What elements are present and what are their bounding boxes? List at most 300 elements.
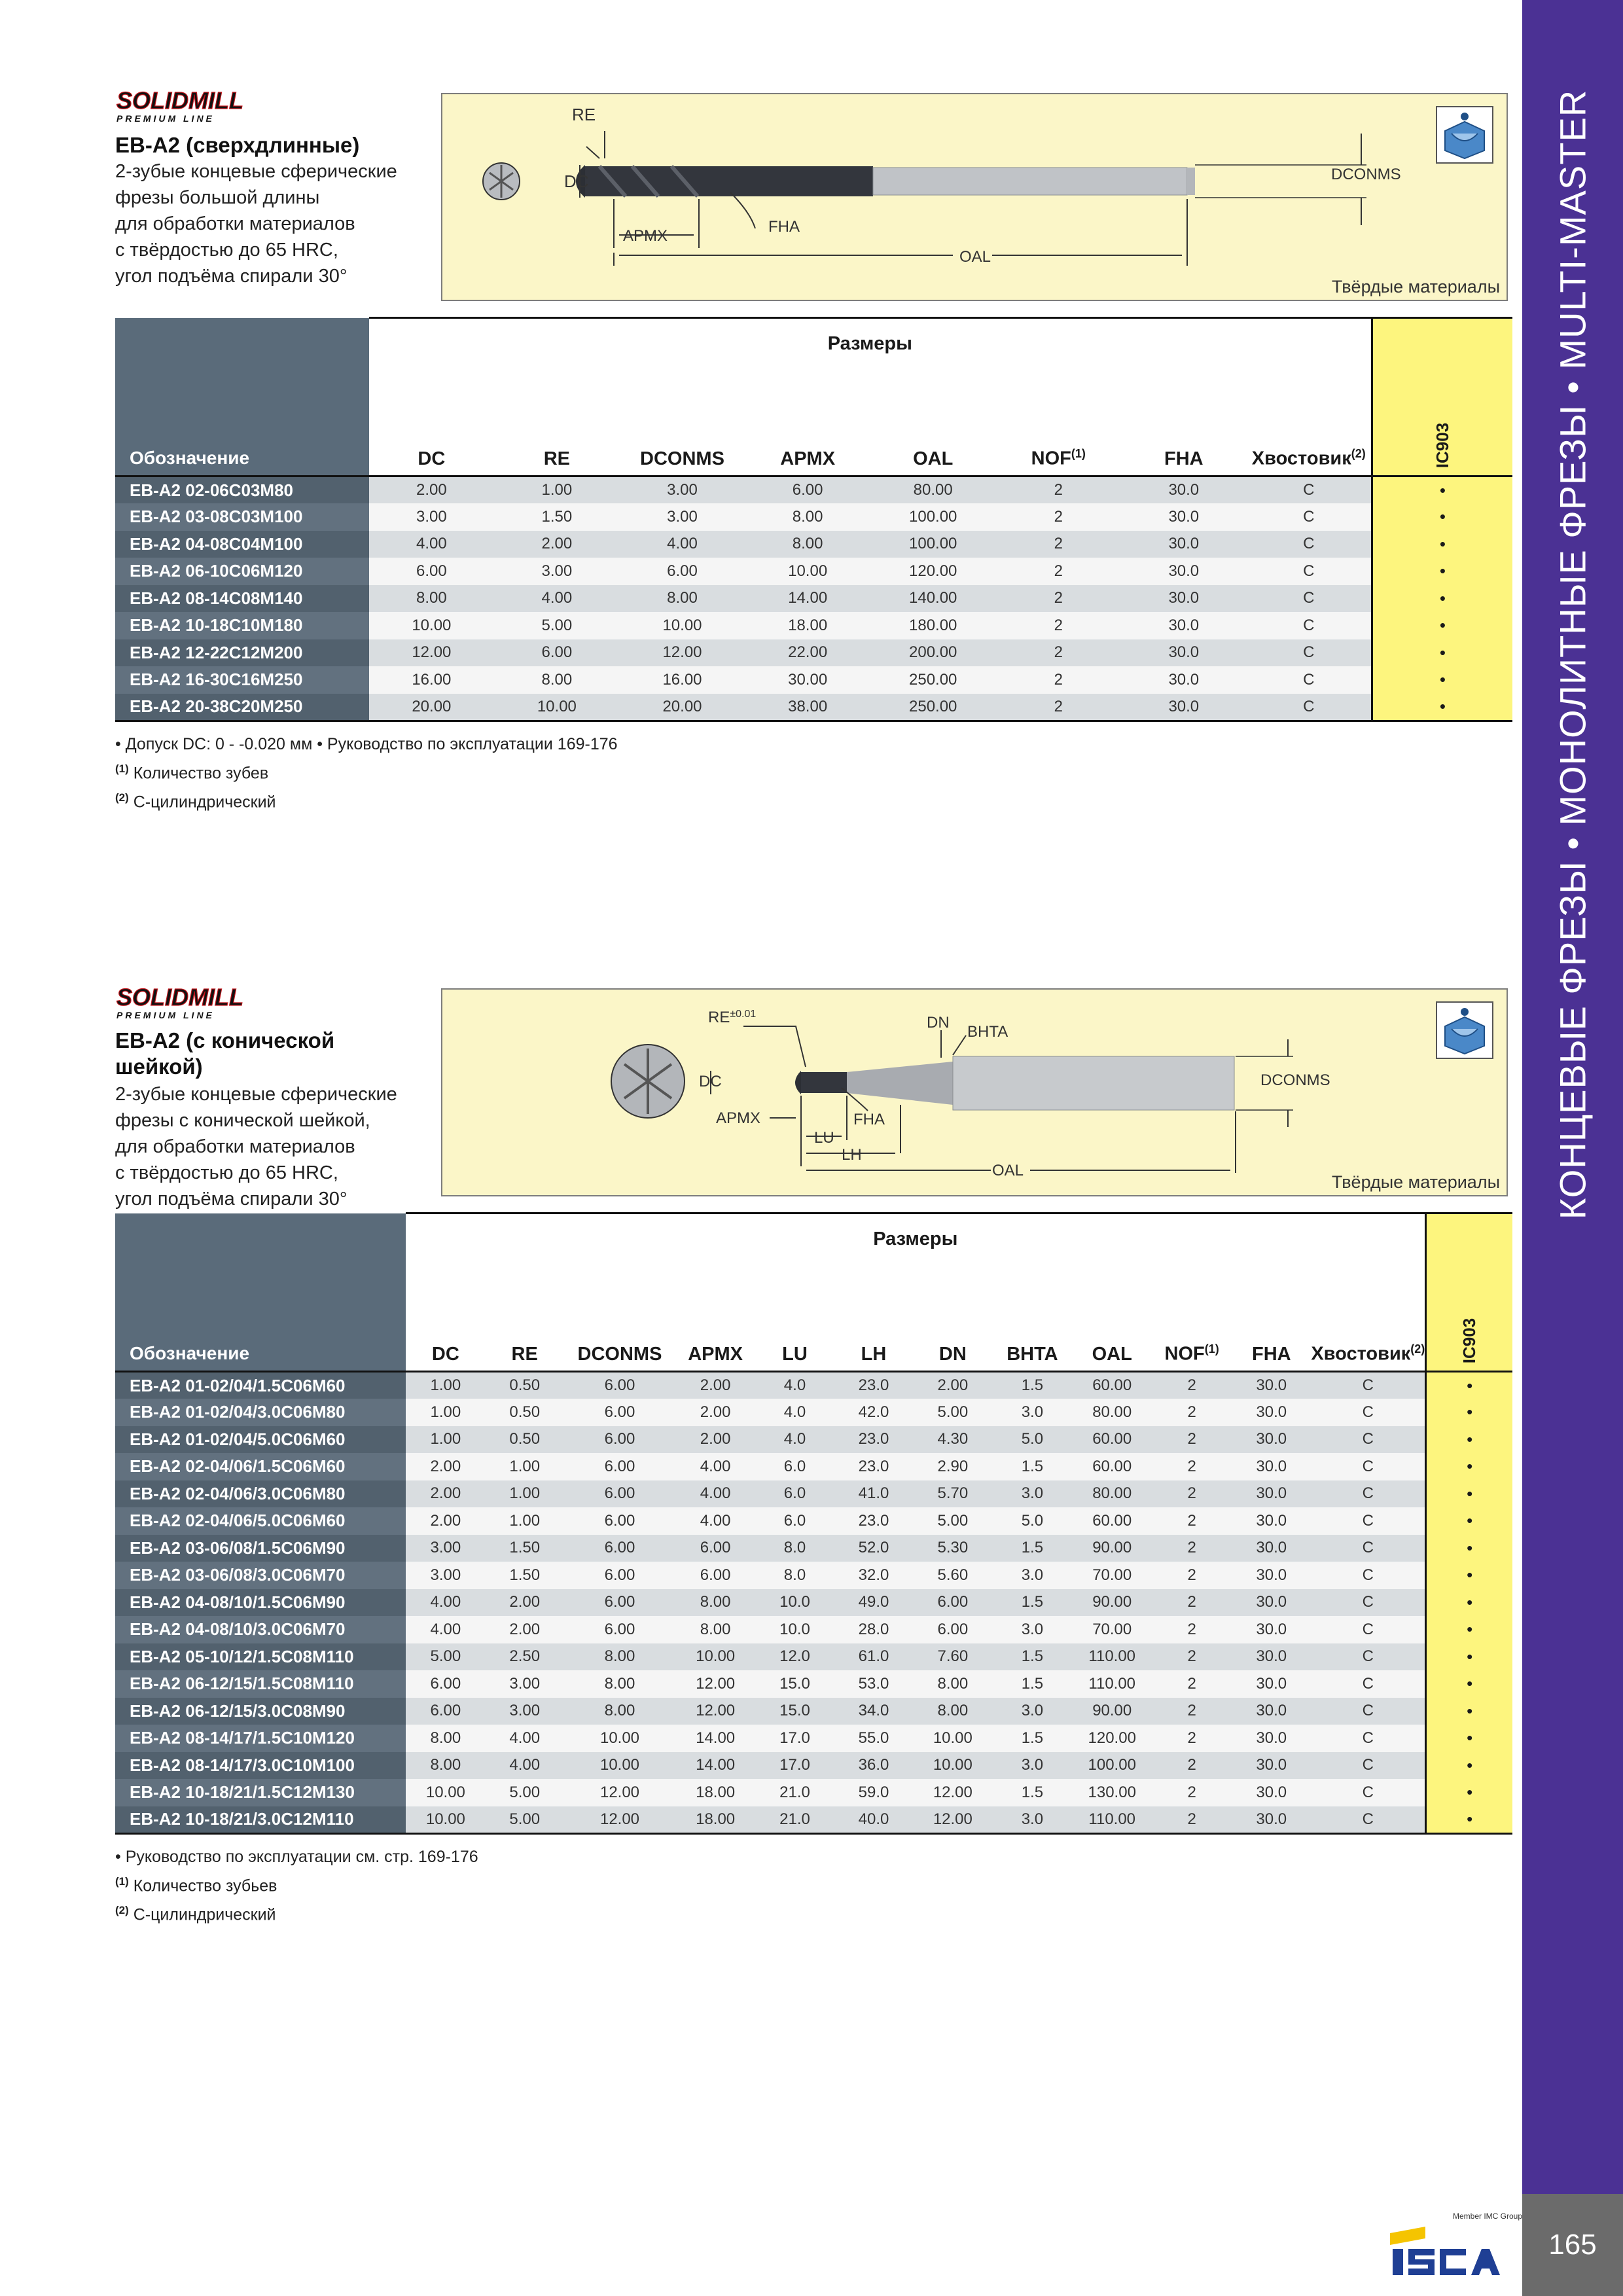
value-cell: 4.00 xyxy=(485,1752,564,1780)
value-cell: 8.00 xyxy=(745,503,870,531)
label-oal: OAL xyxy=(959,248,991,266)
designation-cell: EB-A2 02-04/06/1.5C06M60 xyxy=(115,1453,406,1480)
value-cell: C xyxy=(1311,1562,1425,1589)
value-cell: 30.0 xyxy=(1232,1562,1311,1589)
value-cell: 0.50 xyxy=(485,1372,564,1399)
value-cell: 1.00 xyxy=(406,1372,485,1399)
value-cell: 6.00 xyxy=(675,1562,755,1589)
value-cell: 12.00 xyxy=(675,1670,755,1698)
value-cell: C xyxy=(1311,1426,1425,1454)
value-cell: 110.00 xyxy=(1072,1670,1152,1698)
table-row xyxy=(115,1752,1512,1780)
solidmill-logo xyxy=(115,85,285,124)
table-row xyxy=(115,1725,1512,1752)
value-cell: 100.00 xyxy=(870,503,996,531)
col-dn: DN xyxy=(913,1279,992,1372)
table-row xyxy=(115,1372,1512,1399)
tapered-neck xyxy=(847,1062,953,1105)
value-cell: 6.00 xyxy=(564,1453,675,1480)
value-cell: 14.00 xyxy=(675,1725,755,1752)
table-row xyxy=(115,1535,1512,1562)
value-cell: 4.30 xyxy=(913,1426,992,1454)
value-cell: C xyxy=(1247,612,1372,639)
col-dc: DC xyxy=(369,384,495,476)
value-cell: 6.00 xyxy=(564,1507,675,1535)
value-cell: 2 xyxy=(1152,1806,1232,1834)
value-cell: 23.0 xyxy=(834,1372,914,1399)
label-apmx: APMX xyxy=(716,1109,761,1127)
label-apmx: APMX xyxy=(623,227,668,245)
value-cell: 4.00 xyxy=(620,531,745,558)
svg-text:SOLIDMILL: SOLIDMILL xyxy=(116,984,243,1011)
description-line: для обработки материалов xyxy=(115,213,355,234)
value-cell: 20.00 xyxy=(369,694,495,721)
value-cell: 6.00 xyxy=(564,1562,675,1589)
table-row xyxy=(115,1562,1512,1589)
table-row xyxy=(115,1426,1512,1454)
value-cell: 30.0 xyxy=(1232,1806,1311,1834)
value-cell: 2 xyxy=(1152,1480,1232,1508)
grade-header: IC903 xyxy=(1426,1213,1512,1372)
value-cell: 4.00 xyxy=(675,1507,755,1535)
value-cell: 2 xyxy=(1152,1589,1232,1617)
value-cell: 38.00 xyxy=(745,694,870,721)
value-cell: 8.00 xyxy=(564,1643,675,1671)
value-cell: 22.00 xyxy=(745,639,870,667)
label-dconms: DCONMS xyxy=(1260,1071,1330,1089)
fluted-body xyxy=(585,166,873,196)
table-row xyxy=(115,531,1512,558)
description-line: угол подъёма спирали 30° xyxy=(115,266,348,287)
value-cell: 2 xyxy=(995,612,1121,639)
value-cell: 53.0 xyxy=(834,1670,914,1698)
value-cell: 2.00 xyxy=(913,1372,992,1399)
value-cell: C xyxy=(1311,1507,1425,1535)
designation-header: Обозначение xyxy=(115,1213,406,1372)
value-cell: C xyxy=(1311,1453,1425,1480)
value-cell: 21.0 xyxy=(755,1806,834,1834)
value-cell: 3.0 xyxy=(992,1806,1072,1834)
value-cell: 5.30 xyxy=(913,1535,992,1562)
col-dconms: DCONMS xyxy=(564,1279,675,1372)
value-cell: 55.0 xyxy=(834,1725,914,1752)
value-cell: 8.00 xyxy=(369,585,495,613)
value-cell: 2 xyxy=(1152,1752,1232,1780)
col-bhta: BHTA xyxy=(992,1279,1072,1372)
value-cell: 10.00 xyxy=(564,1752,675,1780)
value-cell: 60.00 xyxy=(1072,1453,1152,1480)
value-cell: 1.5 xyxy=(992,1535,1072,1562)
designation-cell: EB-A2 01-02/04/3.0C06M80 xyxy=(115,1399,406,1426)
value-cell: 18.00 xyxy=(675,1779,755,1806)
table-row xyxy=(115,1698,1512,1725)
table-row xyxy=(115,1453,1512,1480)
label-bhta: BHTA xyxy=(967,1023,1008,1041)
value-cell: 1.50 xyxy=(485,1535,564,1562)
value-cell: 16.00 xyxy=(369,666,495,694)
table-row xyxy=(115,639,1512,667)
grade-availability-dot: • xyxy=(1372,639,1512,667)
label-oal: OAL xyxy=(992,1162,1024,1179)
designation-cell: EB-A2 06-10C06M120 xyxy=(115,558,369,585)
value-cell: 8.0 xyxy=(755,1535,834,1562)
value-cell: 4.00 xyxy=(406,1616,485,1643)
value-cell: 32.0 xyxy=(834,1562,914,1589)
table-row xyxy=(115,585,1512,613)
value-cell: C xyxy=(1247,531,1372,558)
value-cell: 5.70 xyxy=(913,1480,992,1508)
table-row xyxy=(115,1589,1512,1617)
table-row xyxy=(115,1643,1512,1671)
grade-availability-dot: • xyxy=(1426,1535,1512,1562)
value-cell: 8.00 xyxy=(406,1725,485,1752)
value-cell: 60.00 xyxy=(1072,1507,1152,1535)
table-row xyxy=(115,1779,1512,1806)
value-cell: C xyxy=(1247,639,1372,667)
product-title-line: шейкой) xyxy=(115,1054,203,1079)
value-cell: 250.00 xyxy=(870,694,996,721)
designation-cell: EB-A2 04-08/10/3.0C06M70 xyxy=(115,1616,406,1643)
designation-cell: EB-A2 20-38C20M250 xyxy=(115,694,369,721)
value-cell: 6.00 xyxy=(406,1670,485,1698)
value-cell: 10.00 xyxy=(620,612,745,639)
value-cell: 30.0 xyxy=(1232,1752,1311,1780)
value-cell: 14.00 xyxy=(675,1752,755,1780)
value-cell: 12.00 xyxy=(564,1806,675,1834)
solidmill-logo xyxy=(115,982,285,1021)
value-cell: 1.00 xyxy=(406,1426,485,1454)
value-cell: C xyxy=(1247,666,1372,694)
svg-text:PREMIUM LINE: PREMIUM LINE xyxy=(116,1010,215,1020)
col-oal: OAL xyxy=(870,384,996,476)
value-cell: 180.00 xyxy=(870,612,996,639)
value-cell: 10.00 xyxy=(564,1725,675,1752)
value-cell: 12.00 xyxy=(913,1806,992,1834)
value-cell: C xyxy=(1311,1372,1425,1399)
value-cell: 4.0 xyxy=(755,1426,834,1454)
value-cell: 10.00 xyxy=(913,1752,992,1780)
value-cell: 30.0 xyxy=(1232,1643,1311,1671)
value-cell: 5.0 xyxy=(992,1426,1072,1454)
table-body xyxy=(115,1372,1512,1834)
value-cell: 2 xyxy=(1152,1616,1232,1643)
page-number: 165 xyxy=(1522,2194,1623,2296)
value-cell: 3.00 xyxy=(369,503,495,531)
material-caption: Твёрдые материалы xyxy=(1331,1172,1500,1192)
label-dc: DC xyxy=(564,171,589,191)
value-cell: 3.0 xyxy=(992,1752,1072,1780)
value-cell: 100.00 xyxy=(1072,1752,1152,1780)
description-line: фрезы большой длины xyxy=(115,187,320,208)
value-cell: 30.0 xyxy=(1232,1779,1311,1806)
value-cell: 1.50 xyxy=(494,503,620,531)
dimensions-header: Размеры xyxy=(406,1213,1425,1279)
value-cell: 2.00 xyxy=(406,1507,485,1535)
value-cell: 6.00 xyxy=(564,1399,675,1426)
grade-availability-dot: • xyxy=(1426,1562,1512,1589)
footnote-line: $^{(2)}$ C-цилиндрический xyxy=(115,1904,276,1924)
value-cell: 41.0 xyxy=(834,1480,914,1508)
value-cell: 3.0 xyxy=(992,1698,1072,1725)
end-mill-drawing xyxy=(442,94,1507,300)
table-row xyxy=(115,694,1512,721)
value-cell: 5.00 xyxy=(485,1806,564,1834)
value-cell: 4.0 xyxy=(755,1399,834,1426)
value-cell: 2.00 xyxy=(494,531,620,558)
hard-material-icon xyxy=(1436,106,1493,164)
label-fha: FHA xyxy=(853,1111,885,1128)
col-dc: DC xyxy=(406,1279,485,1372)
col-dconms: DCONMS xyxy=(620,384,745,476)
value-cell: 6.00 xyxy=(620,558,745,585)
value-cell: 6.0 xyxy=(755,1480,834,1508)
value-cell: 17.0 xyxy=(755,1725,834,1752)
value-cell: 40.0 xyxy=(834,1806,914,1834)
value-cell: 1.00 xyxy=(485,1453,564,1480)
value-cell: 10.00 xyxy=(406,1779,485,1806)
description-line: 2-зубые концевые сферические xyxy=(115,161,397,182)
value-cell: 8.00 xyxy=(675,1616,755,1643)
value-cell: 12.00 xyxy=(675,1698,755,1725)
tool-diagram xyxy=(441,988,1508,1196)
grade-availability-dot: • xyxy=(1426,1643,1512,1671)
product-title xyxy=(115,1028,334,1080)
dimensions-header: Размеры xyxy=(369,318,1372,384)
value-cell: 30.0 xyxy=(1121,612,1246,639)
product-description xyxy=(115,1081,397,1212)
value-cell: 18.00 xyxy=(745,612,870,639)
value-cell: 42.0 xyxy=(834,1399,914,1426)
footnote-line: • Допуск DC: 0 - -0.020 мм • Руководство по эксплуатации 169-176 xyxy=(115,735,618,753)
grade-availability-dot: • xyxy=(1372,585,1512,613)
grade-availability-dot: • xyxy=(1426,1698,1512,1725)
fluted-body xyxy=(801,1072,847,1093)
col-nof: NOF$^{(1)}$ xyxy=(995,384,1121,476)
value-cell: C xyxy=(1311,1616,1425,1643)
svg-text:SOLIDMILL: SOLIDMILL xyxy=(116,87,243,114)
table-body xyxy=(115,476,1512,721)
material-caption: Твёрдые материалы xyxy=(1331,277,1500,296)
table-row xyxy=(115,558,1512,585)
value-cell: 1.50 xyxy=(485,1562,564,1589)
value-cell: 14.00 xyxy=(745,585,870,613)
designation-cell: EB-A2 03-08C03M100 xyxy=(115,503,369,531)
value-cell: 23.0 xyxy=(834,1453,914,1480)
value-cell: 3.00 xyxy=(620,503,745,531)
value-cell: 10.0 xyxy=(755,1589,834,1617)
value-cell: 2 xyxy=(1152,1698,1232,1725)
sidebar-title: КОНЦЕВЫЕ ФРЕЗЫ • МОНОЛИТНЫЕ ФРЕЗЫ • MULTI-MASTER xyxy=(1552,89,1594,1220)
footnote-line: $^{(1)}$ Количество зубев xyxy=(115,762,269,783)
designation-cell: EB-A2 01-02/04/5.0C06M60 xyxy=(115,1426,406,1454)
table-row xyxy=(115,476,1512,504)
value-cell: C xyxy=(1247,476,1372,504)
value-cell: 3.0 xyxy=(992,1562,1072,1589)
value-cell: 23.0 xyxy=(834,1426,914,1454)
value-cell: C xyxy=(1247,503,1372,531)
value-cell: 6.0 xyxy=(755,1507,834,1535)
value-cell: 3.00 xyxy=(485,1670,564,1698)
value-cell: 5.0 xyxy=(992,1507,1072,1535)
value-cell: 2.00 xyxy=(485,1616,564,1643)
value-cell: 10.00 xyxy=(745,558,870,585)
value-cell: 4.00 xyxy=(485,1725,564,1752)
value-cell: 7.60 xyxy=(913,1643,992,1671)
value-cell: 6.00 xyxy=(913,1616,992,1643)
value-cell: 30.0 xyxy=(1232,1698,1311,1725)
value-cell: 30.0 xyxy=(1121,666,1246,694)
value-cell: 2 xyxy=(1152,1725,1232,1752)
col-lu: LU xyxy=(755,1279,834,1372)
tool-diagram xyxy=(441,93,1508,301)
value-cell: 200.00 xyxy=(870,639,996,667)
description-line: фрезы с конической шейкой, xyxy=(115,1110,370,1131)
designation-cell: EB-A2 08-14/17/3.0C10M100 xyxy=(115,1752,406,1780)
grade-availability-dot: • xyxy=(1372,476,1512,504)
grade-availability-dot: • xyxy=(1372,694,1512,721)
value-cell: 110.00 xyxy=(1072,1643,1152,1671)
value-cell: 30.0 xyxy=(1121,503,1246,531)
value-cell: 2 xyxy=(995,694,1121,721)
designation-cell: EB-A2 12-22C12M200 xyxy=(115,639,369,667)
value-cell: 21.0 xyxy=(755,1779,834,1806)
footnote-line: $^{(1)}$ Количество зубьев xyxy=(115,1875,277,1895)
value-cell: 70.00 xyxy=(1072,1562,1152,1589)
value-cell: 30.0 xyxy=(1121,476,1246,504)
value-cell: 6.00 xyxy=(675,1535,755,1562)
value-cell: 30.0 xyxy=(1232,1399,1311,1426)
value-cell: 90.00 xyxy=(1072,1535,1152,1562)
value-cell: 250.00 xyxy=(870,666,996,694)
value-cell: 1.00 xyxy=(494,476,620,504)
value-cell: 2.00 xyxy=(675,1399,755,1426)
col-apmx: APMX xyxy=(675,1279,755,1372)
grade-availability-dot: • xyxy=(1426,1806,1512,1834)
value-cell: 2 xyxy=(1152,1643,1232,1671)
grade-availability-dot: • xyxy=(1426,1616,1512,1643)
value-cell: 6.00 xyxy=(564,1480,675,1508)
product-description xyxy=(115,158,397,289)
value-cell: 10.00 xyxy=(406,1806,485,1834)
value-cell: 30.0 xyxy=(1232,1725,1311,1752)
table-row xyxy=(115,1507,1512,1535)
value-cell: 8.00 xyxy=(745,531,870,558)
value-cell: 4.00 xyxy=(369,531,495,558)
value-cell: 5.00 xyxy=(494,612,620,639)
value-cell: 6.00 xyxy=(564,1426,675,1454)
value-cell: 8.00 xyxy=(913,1698,992,1725)
description-line: с твёрдостью до 65 HRC, xyxy=(115,240,338,260)
value-cell: 80.00 xyxy=(870,476,996,504)
value-cell: 2.00 xyxy=(406,1453,485,1480)
designation-cell: EB-A2 03-06/08/1.5C06M90 xyxy=(115,1535,406,1562)
label-dconms: DCONMS xyxy=(1331,166,1401,183)
value-cell: 49.0 xyxy=(834,1589,914,1617)
member-imc-text: Member IMC Group xyxy=(1453,2212,1523,2221)
value-cell: 4.00 xyxy=(675,1480,755,1508)
value-cell: C xyxy=(1247,558,1372,585)
value-cell: 8.00 xyxy=(675,1589,755,1617)
value-cell: 6.00 xyxy=(406,1698,485,1725)
value-cell: C xyxy=(1311,1725,1425,1752)
value-cell: 5.00 xyxy=(406,1643,485,1671)
shank xyxy=(873,168,1187,195)
grade-availability-dot: • xyxy=(1372,503,1512,531)
value-cell: 8.00 xyxy=(494,666,620,694)
value-cell: 23.0 xyxy=(834,1507,914,1535)
value-cell: 61.0 xyxy=(834,1643,914,1671)
value-cell: 2.90 xyxy=(913,1453,992,1480)
value-cell: 2 xyxy=(1152,1670,1232,1698)
value-cell: 30.0 xyxy=(1121,558,1246,585)
col-shank: Хвостовик$^{(2)}$ xyxy=(1247,384,1372,476)
value-cell: 1.5 xyxy=(992,1372,1072,1399)
col-shank: Хвостовик$^{(2)}$ xyxy=(1311,1279,1425,1372)
value-cell: 90.00 xyxy=(1072,1589,1152,1617)
value-cell: 120.00 xyxy=(1072,1725,1152,1752)
value-cell: 3.0 xyxy=(992,1480,1072,1508)
value-cell: 17.0 xyxy=(755,1752,834,1780)
value-cell: C xyxy=(1247,585,1372,613)
value-cell: 4.00 xyxy=(406,1589,485,1617)
value-cell: 15.0 xyxy=(755,1698,834,1725)
grade-availability-dot: • xyxy=(1372,558,1512,585)
designation-header: Обозначение xyxy=(115,318,369,476)
value-cell: 8.0 xyxy=(755,1562,834,1589)
value-cell: 2 xyxy=(1152,1426,1232,1454)
footnotes xyxy=(115,732,618,815)
grade-availability-dot: • xyxy=(1426,1453,1512,1480)
value-cell: 2.50 xyxy=(485,1643,564,1671)
value-cell: 5.00 xyxy=(913,1507,992,1535)
value-cell: 3.0 xyxy=(992,1616,1072,1643)
col-fha: FHA xyxy=(1121,384,1246,476)
grade-header: IC903 xyxy=(1372,318,1512,476)
value-cell: 2 xyxy=(995,639,1121,667)
value-cell: 52.0 xyxy=(834,1535,914,1562)
value-cell: C xyxy=(1311,1698,1425,1725)
col-lh: LH xyxy=(834,1279,914,1372)
description-line: для обработки материалов xyxy=(115,1136,355,1157)
value-cell: 2.00 xyxy=(406,1480,485,1508)
designation-cell: EB-A2 04-08/10/1.5C06M90 xyxy=(115,1589,406,1617)
value-cell: C xyxy=(1311,1643,1425,1671)
value-cell: 3.00 xyxy=(485,1698,564,1725)
designation-cell: EB-A2 02-06C03M80 xyxy=(115,476,369,504)
designation-cell: EB-A2 05-10/12/1.5C08M110 xyxy=(115,1643,406,1671)
value-cell: 3.00 xyxy=(620,476,745,504)
grade-availability-dot: • xyxy=(1426,1426,1512,1454)
value-cell: 3.00 xyxy=(494,558,620,585)
value-cell: 80.00 xyxy=(1072,1399,1152,1426)
grade-availability-dot: • xyxy=(1426,1507,1512,1535)
value-cell: 2 xyxy=(995,585,1121,613)
value-cell: 1.00 xyxy=(485,1480,564,1508)
value-cell: 2 xyxy=(995,476,1121,504)
table-row xyxy=(115,503,1512,531)
value-cell: 70.00 xyxy=(1072,1616,1152,1643)
value-cell: 1.5 xyxy=(992,1670,1072,1698)
value-cell: 30.0 xyxy=(1232,1426,1311,1454)
iscar-logo xyxy=(1387,2207,1523,2279)
end-mill-drawing xyxy=(442,990,1507,1195)
value-cell: 2 xyxy=(1152,1562,1232,1589)
grade-availability-dot: • xyxy=(1426,1725,1512,1752)
value-cell: 60.00 xyxy=(1072,1426,1152,1454)
value-cell: 10.00 xyxy=(369,612,495,639)
value-cell: 15.0 xyxy=(755,1670,834,1698)
col-fha: FHA xyxy=(1232,1279,1311,1372)
